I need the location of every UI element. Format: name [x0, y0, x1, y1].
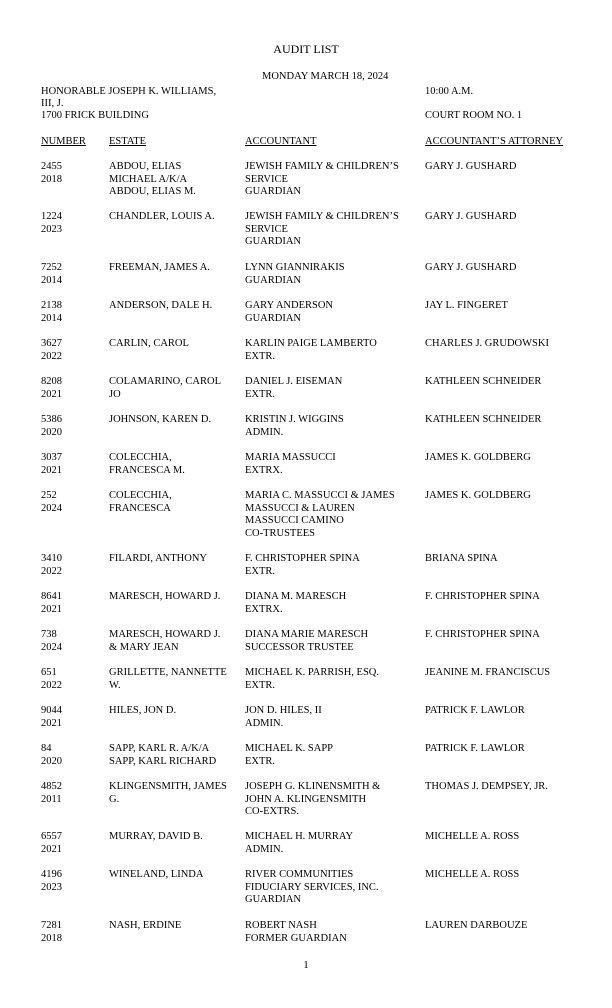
case-number: 8208 2021	[41, 376, 62, 400]
building: 1700 FRICK BUILDING	[41, 110, 149, 121]
accountant: JEWISH FAMILY & CHILDREN’S SERVICE GUARDIAN	[245, 161, 399, 198]
estate-name: HILES, JON D.	[109, 705, 177, 716]
attorney: KATHLEEN SCHNEIDER	[425, 376, 542, 387]
case-number: 3627 2022	[41, 338, 62, 362]
accountant: LYNN GIANNIRAKIS GUARDIAN	[245, 262, 345, 286]
accountant: MARIA MASSUCCI EXTRX.	[245, 452, 336, 476]
accountant: DANIEL J. EISEMAN EXTR.	[245, 376, 343, 400]
case-number: 651 2022	[41, 667, 62, 691]
accountant: JOSEPH G. KLINENSMITH & JOHN A. KLINGENSMITH CO-EXTRS.	[245, 781, 381, 818]
estate-name: ANDERSON, DALE H.	[109, 300, 213, 311]
header-estate: ESTATE	[109, 136, 147, 147]
accountant: MARIA C. MASSUCCI & JAMES MASSUCCI & LAUREN MASSUCCI CAMINO CO-TRUSTEES	[245, 490, 395, 539]
case-number: 1224 2023	[41, 211, 62, 235]
case-number: 9044 2021	[41, 705, 62, 729]
attorney: JAMES K. GOLDBERG	[425, 490, 531, 501]
case-number: 6557 2021	[41, 831, 62, 855]
estate-name: NASH, ERDINE	[109, 920, 182, 931]
estate-name: CHANDLER, LOUIS A.	[109, 211, 215, 222]
attorney: BRIANA SPINA	[425, 553, 498, 564]
case-number: 738 2024	[41, 629, 62, 653]
estate-name: JOHNSON, KAREN D.	[109, 414, 212, 425]
case-number: 3410 2022	[41, 553, 62, 577]
attorney: KATHLEEN SCHNEIDER	[425, 414, 542, 425]
case-number: 84 2020	[41, 743, 62, 767]
attorney: GARY J. GUSHARD	[425, 161, 517, 172]
case-number: 8641 2021	[41, 591, 62, 615]
attorney: JAMES K. GOLDBERG	[425, 452, 531, 463]
case-number: 2138 2014	[41, 300, 62, 324]
attorney: PATRICK F. LAWLOR	[425, 705, 525, 716]
case-number: 7281 2018	[41, 920, 62, 944]
estate-name: MARESCH, HOWARD J. & MARY JEAN	[109, 629, 221, 653]
header-accountant: ACCOUNTANT	[245, 136, 317, 147]
estate-name: WINELAND, LINDA	[109, 869, 204, 880]
estate-name: KLINGENSMITH, JAMES G.	[109, 781, 227, 805]
accountant: DIANA M. MARESCH EXTRX.	[245, 591, 347, 615]
attorney: F. CHRISTOPHER SPINA	[425, 591, 540, 602]
page-title: AUDIT LIST	[273, 42, 339, 56]
estate-name: FREEMAN, JAMES A.	[109, 262, 210, 273]
attorney: F. CHRISTOPHER SPINA	[425, 629, 540, 640]
estate-name: COLAMARINO, CAROL JO	[109, 376, 222, 400]
accountant: KRISTIN J. WIGGINS ADMIN.	[245, 414, 344, 438]
estate-name: ABDOU, ELIAS MICHAEL A/K/A ABDOU, ELIAS M.	[109, 161, 196, 198]
estate-name: COLECCHIA, FRANCESCA M.	[109, 452, 185, 476]
accountant: KARLIN PAIGE LAMBERTO EXTR.	[245, 338, 377, 362]
case-number: 4196 2023	[41, 869, 62, 893]
case-number: 4852 2011	[41, 781, 62, 805]
judge-name-line-1: HONORABLE JOSEPH K. WILLIAMS,	[41, 86, 217, 97]
estate-name: MARESCH, HOWARD J.	[109, 591, 221, 602]
estate-name: FILARDI, ANTHONY	[109, 553, 207, 564]
accountant: RIVER COMMUNITIES FIDUCIARY SERVICES, INC. GUARDIAN	[245, 869, 379, 906]
accountant: MICHAEL K. PARRISH, ESQ. EXTR.	[245, 667, 379, 691]
accountant: MICHAEL H. MURRAY ADMIN.	[245, 831, 354, 855]
estate-name: CARLIN, CAROL	[109, 338, 189, 349]
accountant: ROBERT NASH FORMER GUARDIAN	[245, 920, 347, 944]
case-number: 5386 2020	[41, 414, 62, 438]
attorney: GARY J. GUSHARD	[425, 262, 517, 273]
case-number: 252 2024	[41, 490, 62, 514]
estate-name: COLECCHIA, FRANCESCA	[109, 490, 172, 514]
accountant: JON D. HILES, II ADMIN.	[245, 705, 322, 729]
attorney: PATRICK F. LAWLOR	[425, 743, 525, 754]
case-number: 3037 2021	[41, 452, 62, 476]
hearing-date: MONDAY MARCH 18, 2024	[262, 71, 389, 82]
accountant: GARY ANDERSON GUARDIAN	[245, 300, 333, 324]
estate-name: MURRAY, DAVID B.	[109, 831, 203, 842]
accountant: DIANA MARIE MARESCH SUCCESSOR TRUSTEE	[245, 629, 369, 653]
courtroom: COURT ROOM NO. 1	[425, 110, 523, 121]
attorney: LAUREN DARBOUZE	[425, 920, 528, 931]
accountant: MICHAEL K. SAPP EXTR.	[245, 743, 333, 767]
estate-name: GRILLETTE, NANNETTE W.	[109, 667, 227, 691]
accountant: F. CHRISTOPHER SPINA EXTR.	[245, 553, 360, 577]
header-attorney: ACCOUNTANT’S ATTORNEY	[425, 136, 564, 147]
accountant: JEWISH FAMILY & CHILDREN’S SERVICE GUARDIAN	[245, 211, 399, 248]
judge-name-line-2: III, J.	[41, 98, 64, 109]
attorney: GARY J. GUSHARD	[425, 211, 517, 222]
page-number: 1	[303, 959, 309, 971]
hearing-time: 10:00 A.M.	[425, 86, 474, 97]
attorney: JAY L. FINGERET	[425, 300, 508, 311]
estate-name: SAPP, KARL R. A/K/A SAPP, KARL RICHARD	[109, 743, 217, 767]
case-number: 7252 2014	[41, 262, 62, 286]
header-number: NUMBER	[41, 136, 86, 147]
attorney: MICHELLE A. ROSS	[425, 869, 520, 880]
attorney: CHARLES J. GRUDOWSKI	[425, 338, 549, 349]
case-number: 2455 2018	[41, 161, 62, 185]
attorney: THOMAS J. DEMPSEY, JR.	[425, 781, 548, 792]
attorney: MICHELLE A. ROSS	[425, 831, 520, 842]
attorney: JEANINE M. FRANCISCUS	[425, 667, 551, 678]
